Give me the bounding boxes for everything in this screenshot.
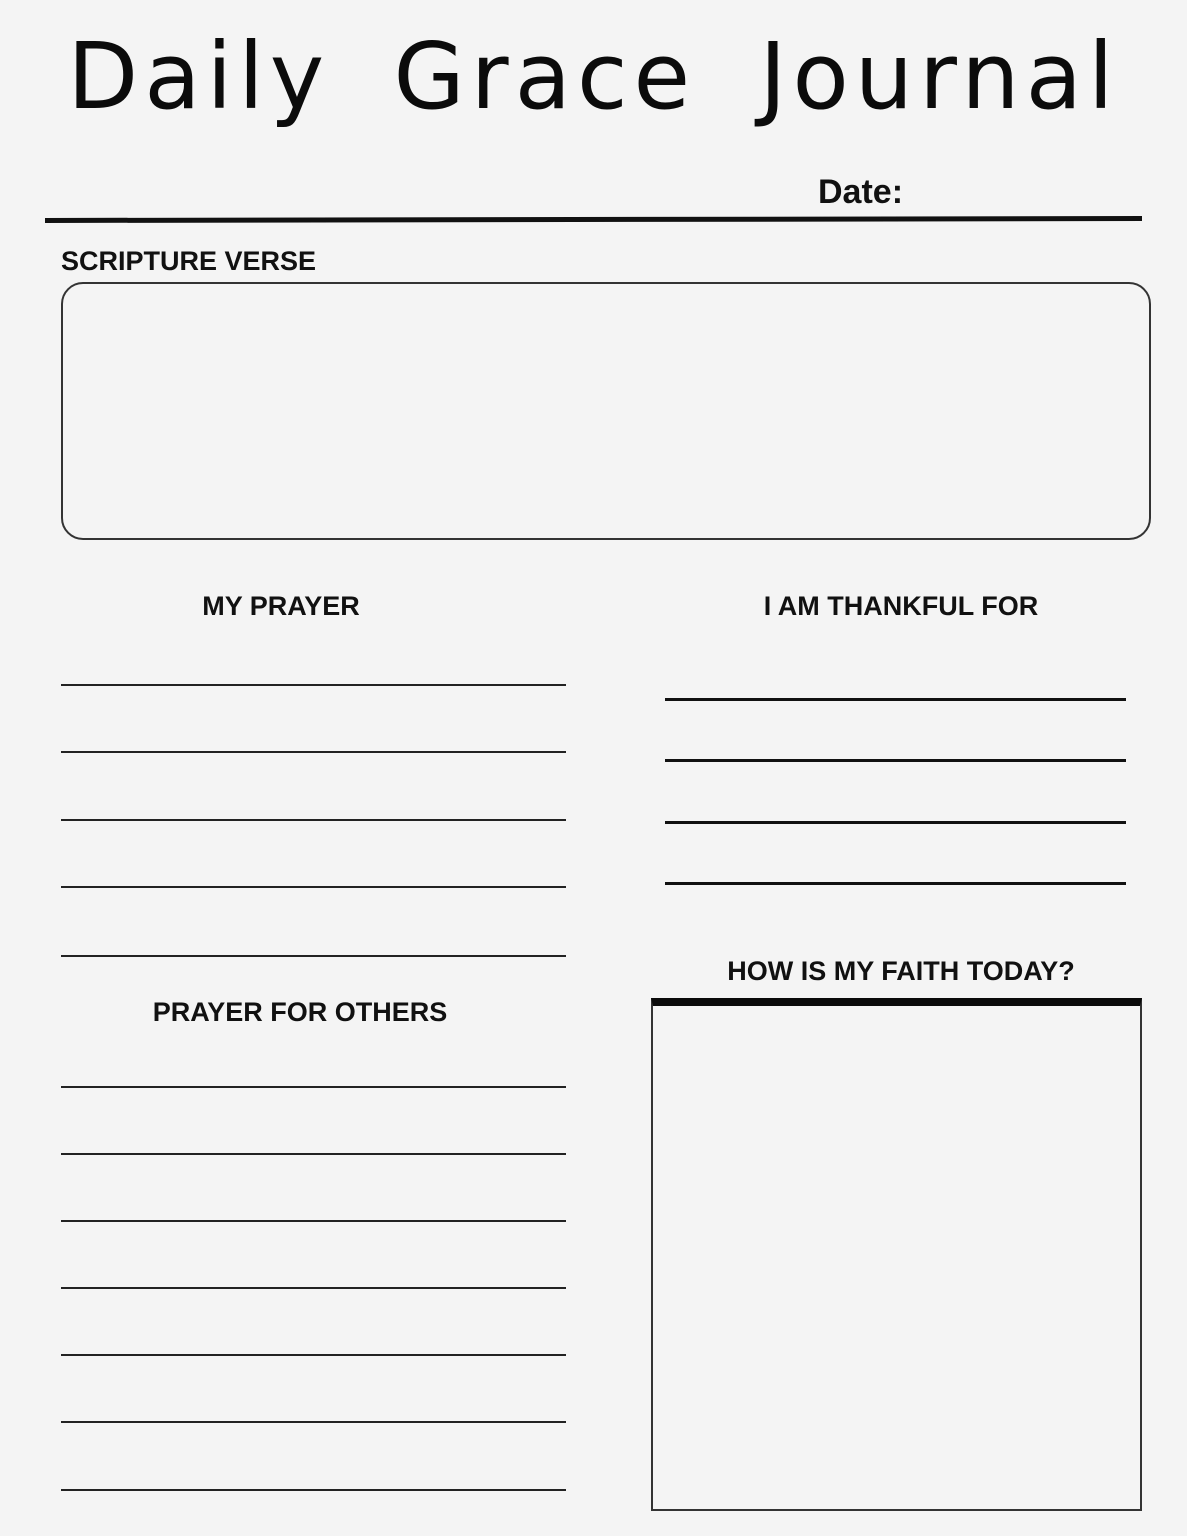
my-prayer-line[interactable]	[61, 819, 566, 821]
scripture-verse-heading: SCRIPTURE VERSE	[61, 246, 317, 276]
prayer-for-others-line[interactable]	[61, 1220, 566, 1222]
thankful-line[interactable]	[665, 882, 1126, 885]
prayer-for-others-heading: PRAYER FOR OTHERS	[152, 997, 448, 1027]
journal-title: Daily Grace Journal	[67, 23, 1120, 130]
thankful-heading: I AM THANKFUL FOR	[763, 591, 1039, 621]
prayer-for-others-line[interactable]	[61, 1086, 566, 1088]
prayer-for-others-line[interactable]	[61, 1421, 566, 1423]
faith-today-heading: HOW IS MY FAITH TODAY?	[727, 956, 1075, 986]
prayer-for-others-line[interactable]	[61, 1489, 566, 1491]
prayer-for-others-line[interactable]	[61, 1354, 566, 1356]
thankful-line[interactable]	[665, 759, 1126, 762]
my-prayer-line[interactable]	[61, 955, 566, 957]
my-prayer-heading: MY PRAYER	[202, 591, 360, 621]
date-entry-line[interactable]	[45, 216, 1142, 223]
prayer-for-others-line[interactable]	[61, 1287, 566, 1289]
date-label: Date:	[818, 173, 904, 211]
faith-today-box[interactable]	[651, 998, 1142, 1511]
scripture-verse-box[interactable]	[61, 282, 1151, 540]
my-prayer-line[interactable]	[61, 886, 566, 888]
my-prayer-line[interactable]	[61, 684, 566, 686]
thankful-line[interactable]	[665, 821, 1126, 824]
thankful-line[interactable]	[665, 698, 1126, 701]
prayer-for-others-line[interactable]	[61, 1153, 566, 1155]
my-prayer-line[interactable]	[61, 751, 566, 753]
